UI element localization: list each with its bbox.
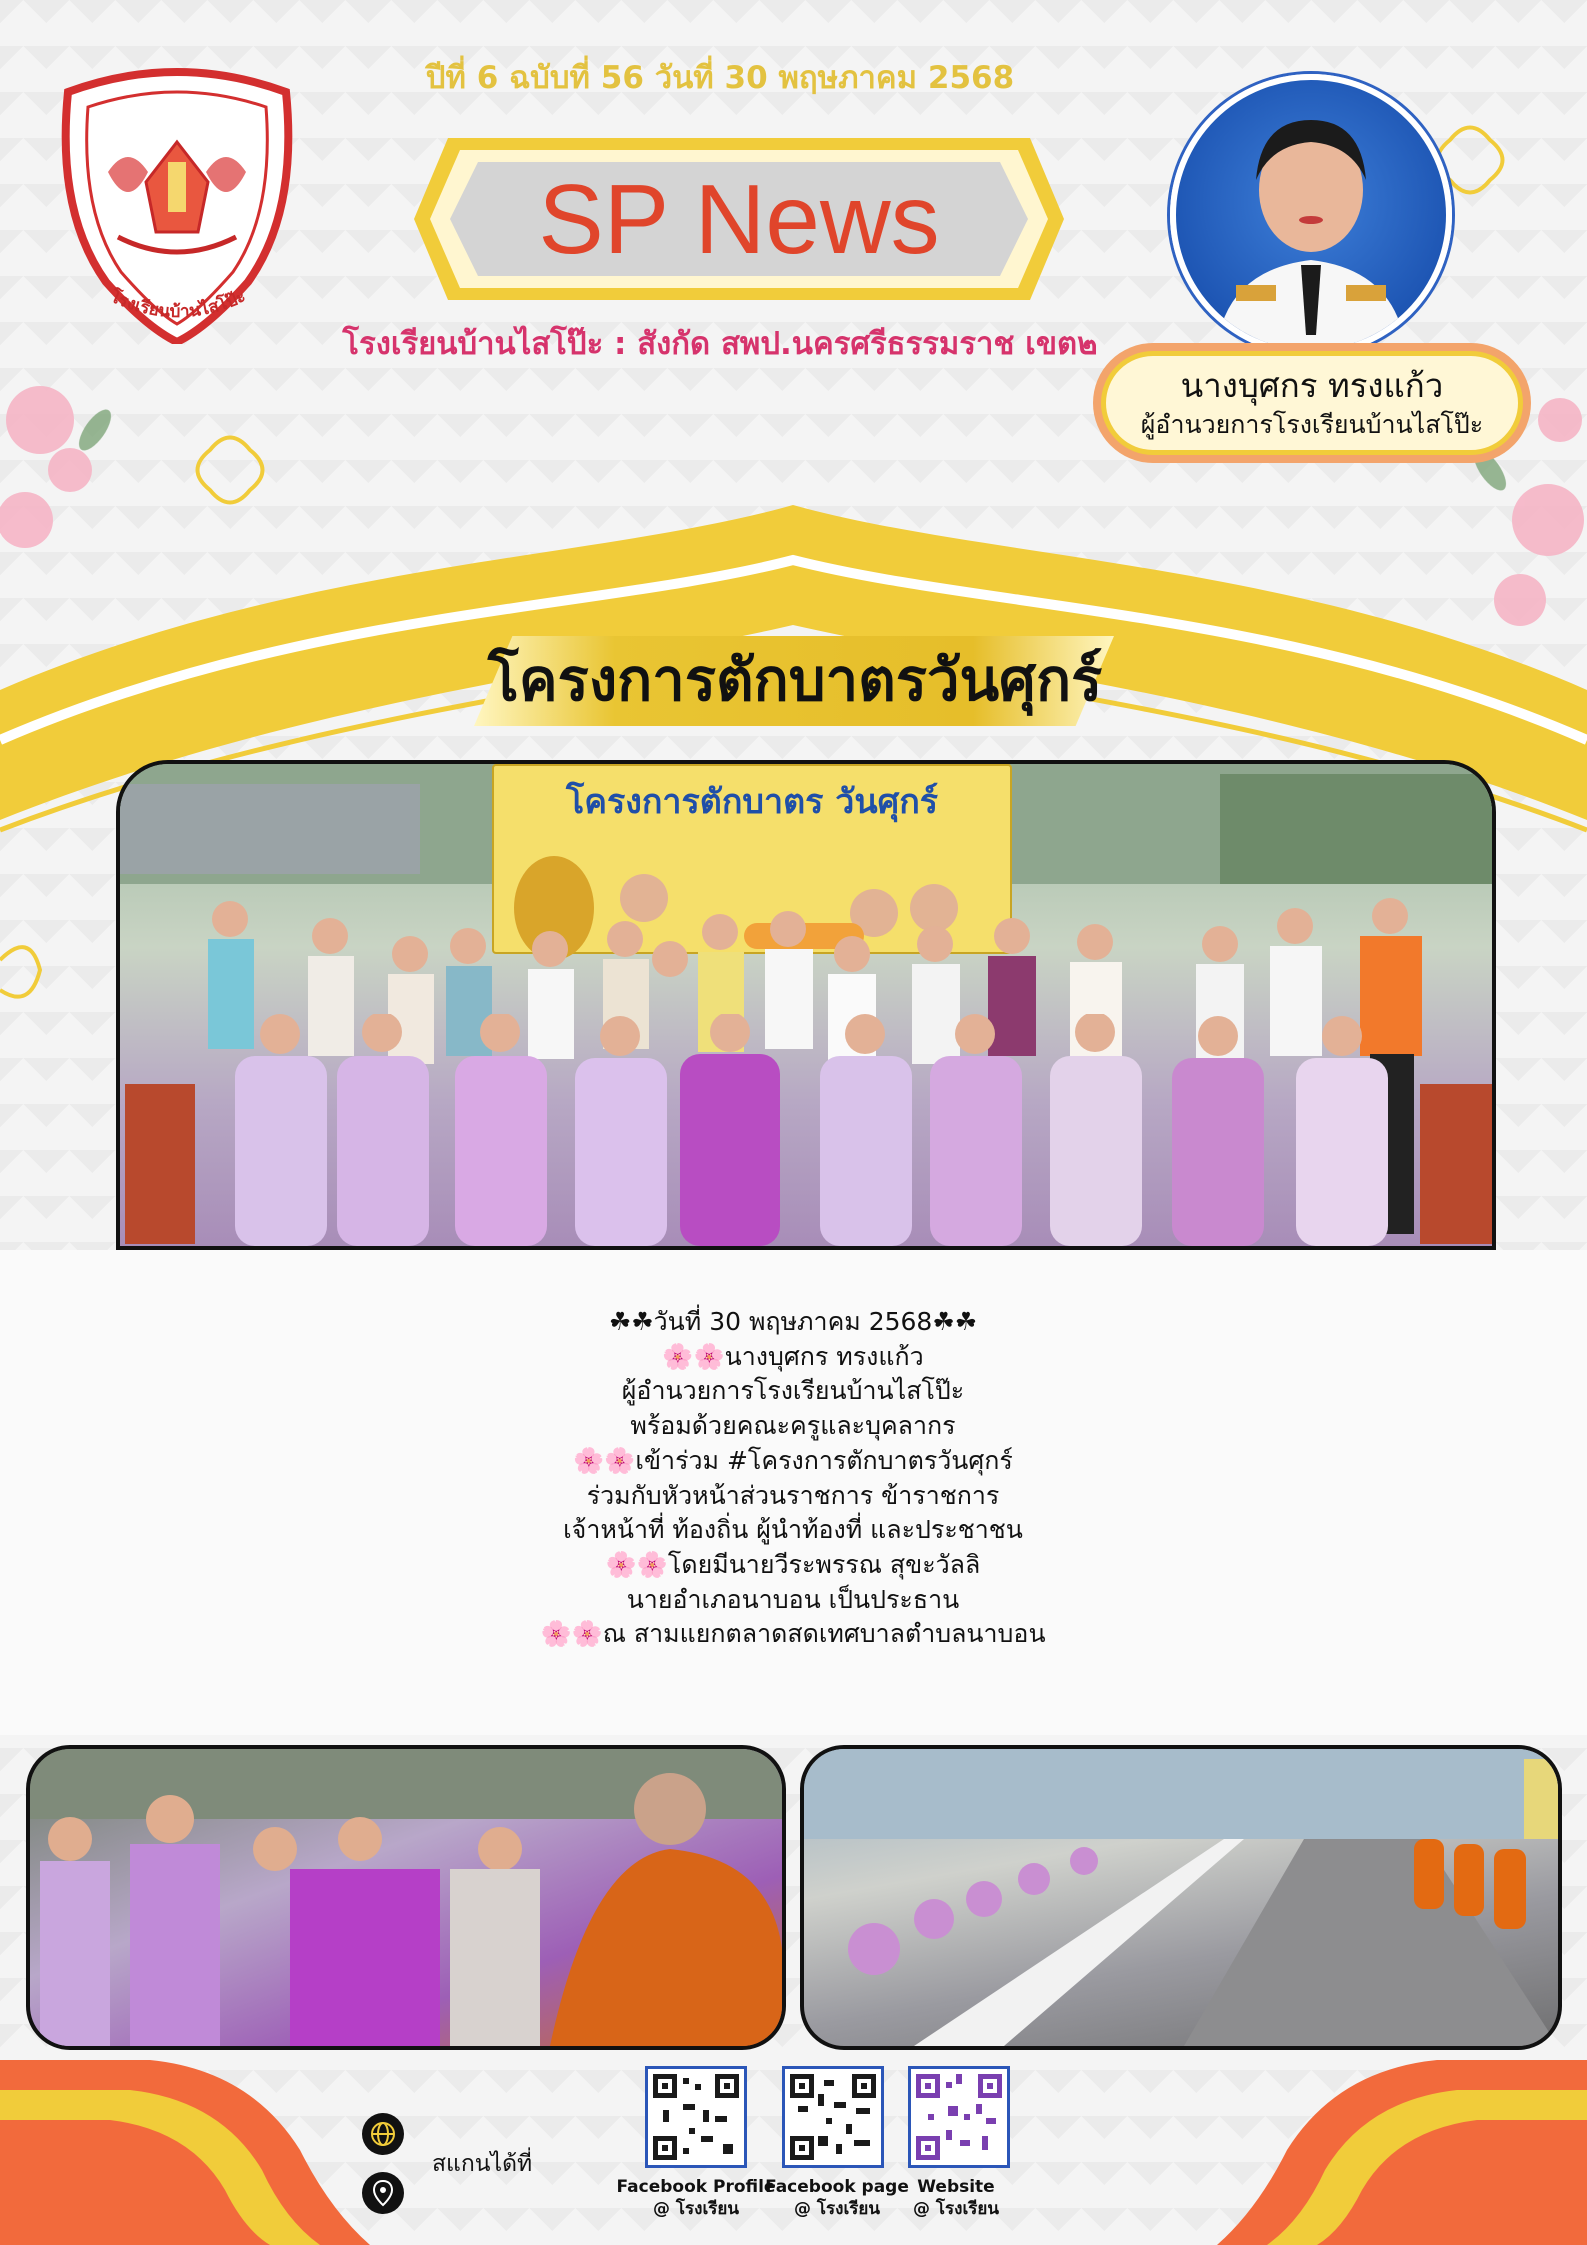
alms-giving-photo xyxy=(26,1745,786,2050)
globe-icon xyxy=(362,2113,404,2155)
caption-line: ร่วมกับหัวหน้าส่วนราชการ ข้าราชการ xyxy=(586,1480,1000,1510)
director-name: นางบุศกร ทรงแก้ว xyxy=(1180,366,1444,405)
caption-line: ☘☘วันที่ 30 พฤษภาคม 2568☘☘ xyxy=(608,1307,978,1336)
event-banner-title: โครงการตักบาตร วันศุกร์ xyxy=(565,782,939,822)
caption-line: นายอำเภอนาบอน เป็นประธาน xyxy=(626,1584,960,1614)
group-photo xyxy=(116,760,1496,1250)
caption-line: ผู้อำนวยการโรงเรียนบ้านไสโป๊ะ xyxy=(621,1376,965,1406)
caption-line: 🌸🌸ณ สามแยกตลาดสดเทศบาลตำบลนาบอน xyxy=(540,1619,1046,1649)
caption-line: พร้อมด้วยคณะครูและบุคลากร xyxy=(630,1411,956,1441)
caption-line: 🌸🌸นางบุศกร ทรงแก้ว xyxy=(662,1341,924,1371)
school-logo xyxy=(48,62,306,344)
participants-seated xyxy=(120,1014,1492,1246)
qr-sublabel: @ โรงเรียน xyxy=(912,2199,999,2219)
logo-text: โรงเรียนบ้านไสโป๊ะ xyxy=(107,286,249,323)
location-pin-icon xyxy=(362,2172,404,2214)
scan-label: สแกนได้ที่ xyxy=(432,2151,533,2177)
caption-line: 🌸🌸โดยมีนายวีระพรรณ สุขะวัลลิ xyxy=(605,1549,981,1579)
news-caption xyxy=(343,1305,1243,1652)
qr-code[interactable] xyxy=(645,2066,747,2168)
director-position: ผู้อำนวยการโรงเรียนบ้านไสโป๊ะ xyxy=(1140,410,1484,439)
qr-label: Facebook page xyxy=(765,2177,909,2197)
qr-code[interactable] xyxy=(908,2066,1010,2168)
school-affiliation: โรงเรียนบ้านไสโป๊ะ : สังกัด สพป.นครศรีธรรมราช เขต๒ xyxy=(342,326,1098,362)
director-name-plate xyxy=(1093,343,1531,463)
caption-line: 🌸🌸เข้าร่วม #โครงการตักบาตรวันศุกร์ xyxy=(573,1445,1013,1475)
street-event-photo xyxy=(800,1745,1562,2050)
issue-info: ปีที่ 6 ฉบับที่ 56 วันที่ 30 พฤษภาคม 2568 xyxy=(425,60,1015,96)
qr-website[interactable] xyxy=(871,2066,1041,2220)
qr-sublabel: @ โรงเรียน xyxy=(793,2199,880,2219)
qr-label: Facebook Profile xyxy=(616,2177,776,2197)
section-title: โครงการตักบาตรวันศุกร์ xyxy=(487,646,1103,714)
qr-sublabel: @ โรงเรียน xyxy=(652,2199,739,2219)
qr-label: Website xyxy=(917,2177,995,2197)
qr-code[interactable] xyxy=(782,2066,884,2168)
caption-line: เจ้าหน้าที่ ท้องถิ่น ผู้นำท้องที่ และประชาชน xyxy=(563,1515,1023,1545)
director-portrait xyxy=(1170,74,1452,356)
newsletter-title: SP News xyxy=(538,164,940,274)
